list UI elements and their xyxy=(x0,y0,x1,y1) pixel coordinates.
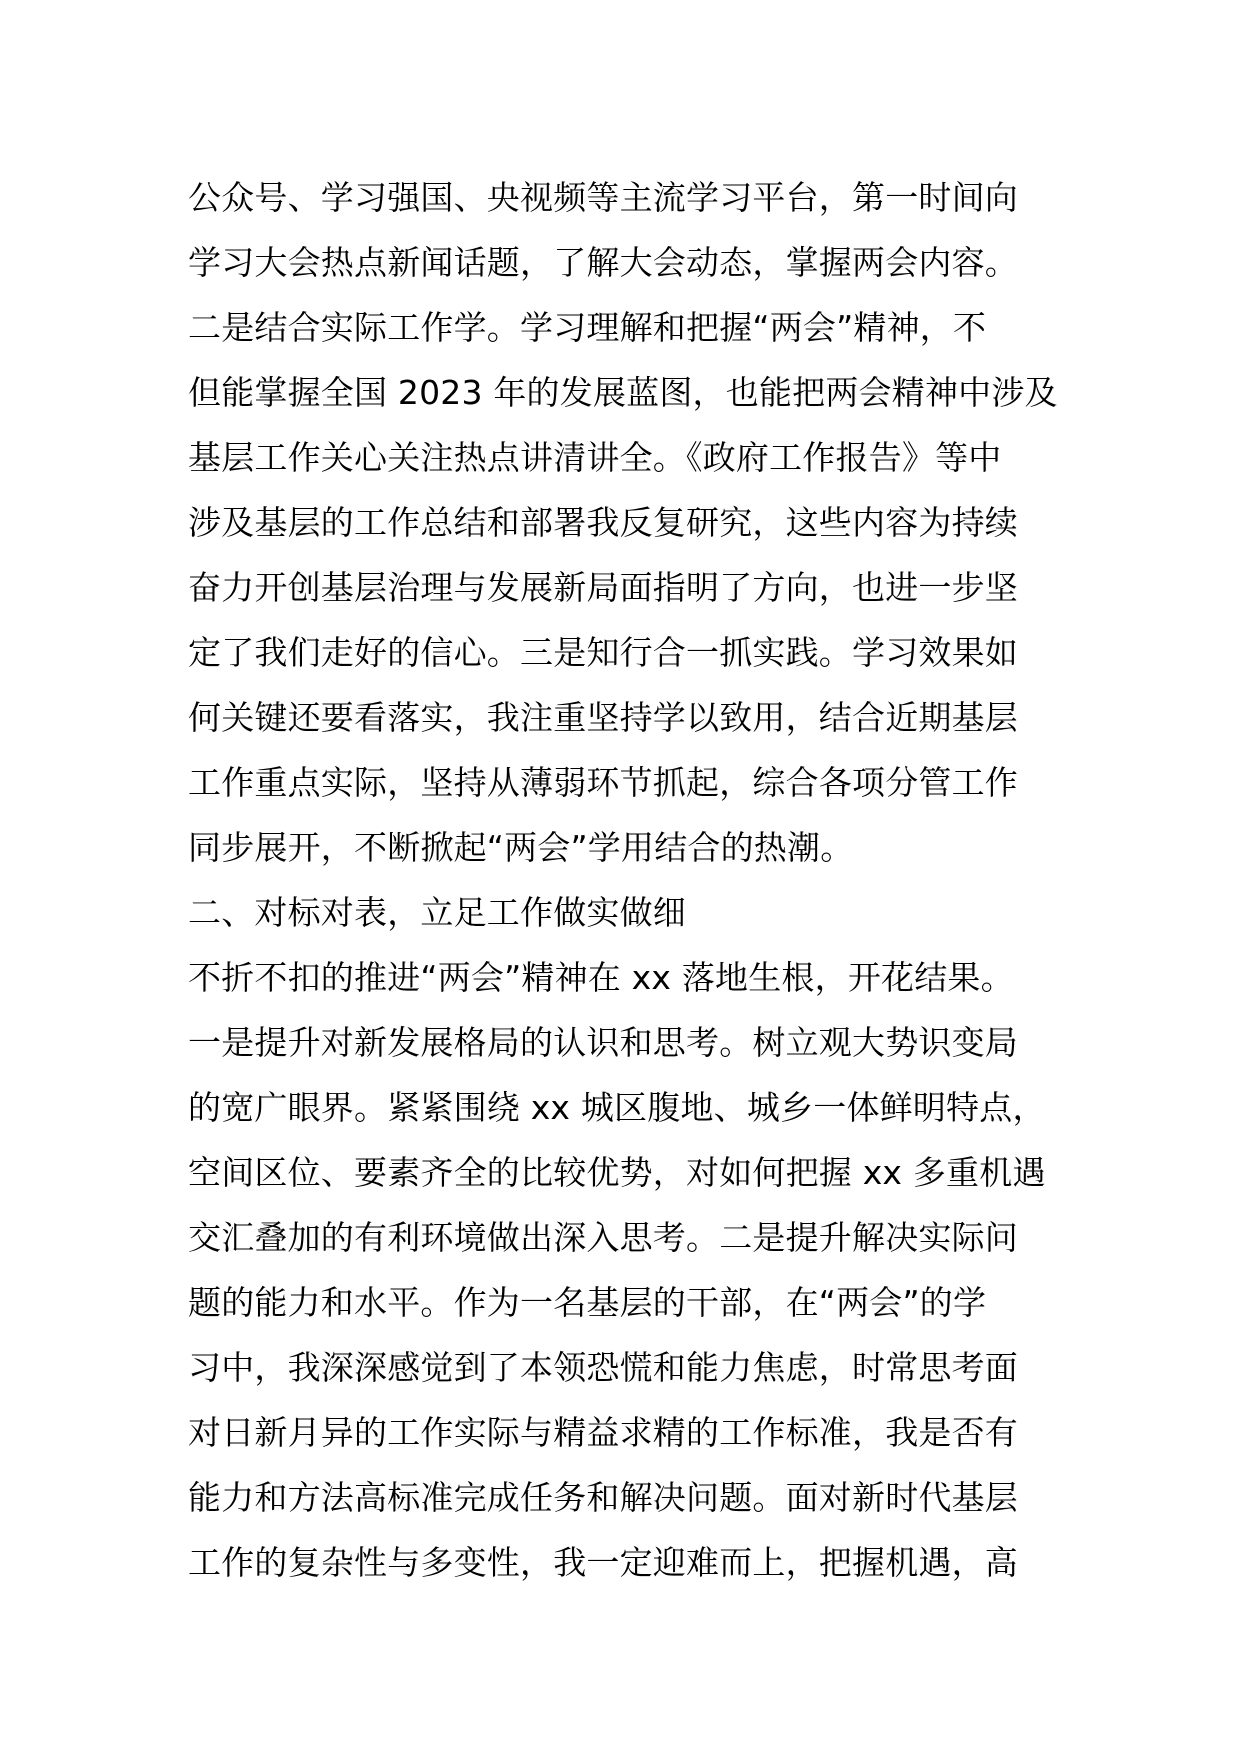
text-line: 但能掌握全国 2023 年的发展蓝图，也能把两会精神中涉及 xyxy=(188,373,1058,412)
text-line: 基层工作关心关注热点讲清讲全。《政府工作报告》等中 xyxy=(188,438,1002,477)
text-line: 工作重点实际，坚持从薄弱环节抓起，综合各项分管工作 xyxy=(188,763,1018,802)
text-line: 定了我们走好的信心。三是知行合一抓实践。学习效果如 xyxy=(188,633,1018,672)
text-line: 空间区位、要素齐全的比较优势，对如何把握 xx 多重机遇 xyxy=(188,1153,1046,1192)
text-line: 一是提升对新发展格局的认识和思考。树立观大势识变局 xyxy=(188,1023,1018,1062)
text-line: 的宽广眼界。紧紧围绕 xx 城区腹地、城乡一体鲜明特点， xyxy=(188,1088,1046,1127)
text-line: 何关键还要看落实，我注重坚持学以致用，结合近期基层 xyxy=(188,698,1018,737)
body-text xyxy=(188,165,1068,1595)
text-line: 二是结合实际工作学。学习理解和把握“两会”精神，不 xyxy=(188,308,987,347)
text-line: 工作的复杂性与多变性，我一定迎难而上，把握机遇，高 xyxy=(188,1543,1018,1582)
text-line: 学习大会热点新闻话题，了解大会动态，掌握两会内容。 xyxy=(188,243,1018,282)
text-line: 不折不扣的推进“两会”精神在 xx 落地生根，开花结果。 xyxy=(188,958,1014,997)
text-line: 对日新月异的工作实际与精益求精的工作标准，我是否有 xyxy=(188,1413,1018,1452)
text-line: 同步展开，不断掀起“两会”学用结合的热潮。 xyxy=(188,828,854,867)
section-heading: 二、对标对表，立足工作做实做细 xyxy=(188,893,686,932)
text-line: 涉及基层的工作总结和部署我反复研究，这些内容为持续 xyxy=(188,503,1018,542)
text-line: 习中，我深深感觉到了本领恐慌和能力焦虑，时常思考面 xyxy=(188,1348,1018,1387)
text-line: 题的能力和水平。作为一名基层的干部，在“两会”的学 xyxy=(188,1283,987,1322)
text-line: 奋力开创基层治理与发展新局面指明了方向，也进一步坚 xyxy=(188,568,1018,607)
text-line: 能力和方法高标准完成任务和解决问题。面对新时代基层 xyxy=(188,1478,1018,1517)
text-line: 公众号、学习强国、央视频等主流学习平台，第一时间向 xyxy=(188,178,1018,217)
text-line: 交汇叠加的有利环境做出深入思考。二是提升解决实际问 xyxy=(188,1218,1018,1257)
